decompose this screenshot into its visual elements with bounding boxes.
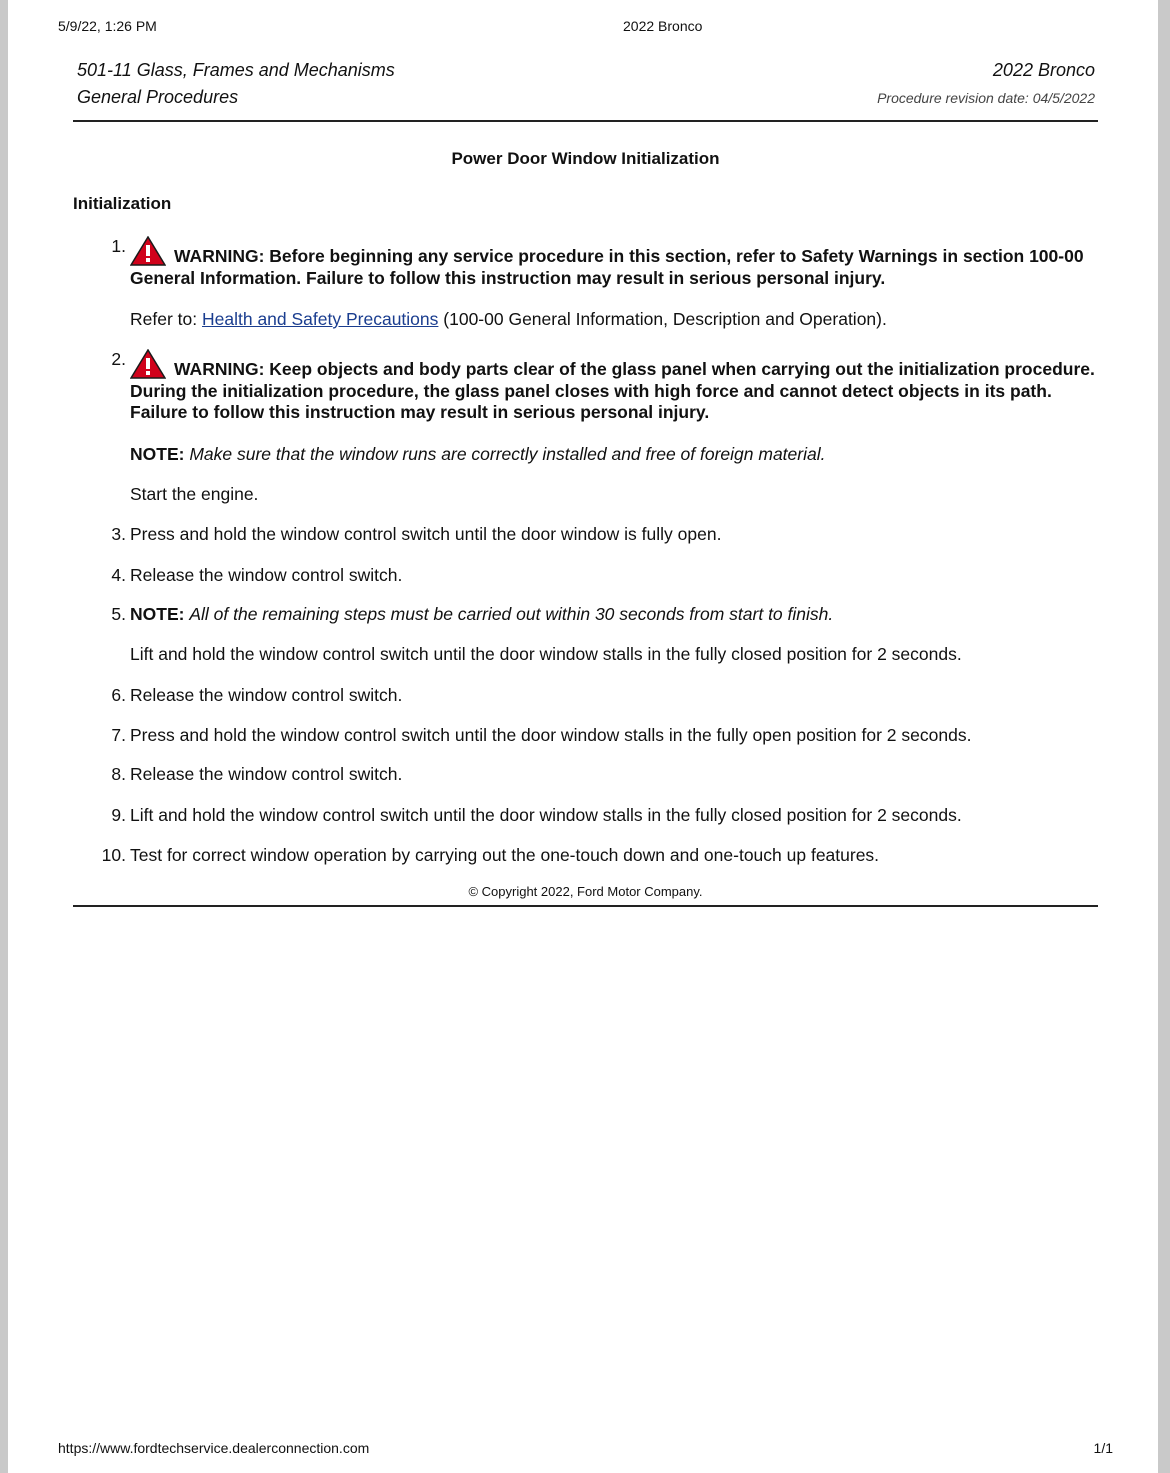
step-1 xyxy=(111,236,1105,289)
step-2-note xyxy=(130,444,1105,466)
step-number: 2. xyxy=(111,349,126,369)
step-7 xyxy=(111,725,1105,747)
health-safety-link[interactable]: Health and Safety Precautions xyxy=(202,309,439,329)
step-number: 1. xyxy=(111,236,126,256)
warning-triangle-icon xyxy=(130,236,166,266)
procedure-title: Power Door Window Initialization xyxy=(451,149,720,168)
note-text: Make sure that the window runs are correctly installed and free of foreign material. xyxy=(189,444,826,464)
step-2 xyxy=(111,349,1105,424)
warning-block xyxy=(130,349,1105,424)
step-text: Release the window control switch. xyxy=(130,685,403,705)
warning-text: WARNING: Before beginning any service procedure in this section, refer to Safety Warnings in section 100-00 General Information. Failure to follow this instruction may result in serious personal injury. xyxy=(130,246,1084,288)
warning-block xyxy=(130,236,1105,289)
print-datetime: 5/9/22, 1:26 PM xyxy=(58,18,157,34)
section-heading: Initialization xyxy=(73,194,172,213)
step-9 xyxy=(111,805,1105,827)
step-1-reference xyxy=(130,309,1105,331)
revision-date: Procedure revision date: 04/5/2022 xyxy=(877,90,1095,106)
step-4 xyxy=(111,565,1105,587)
step-text: Press and hold the window control switch until the door window is fully open. xyxy=(130,524,722,544)
step-text: Test for correct window operation by carrying out the one-touch down and one-touch up features. xyxy=(130,845,880,865)
step-text: Press and hold the window control switch until the door window stalls in the fully open position for 2 seconds. xyxy=(130,725,972,745)
section-name: 501-11 Glass, Frames and Mechanisms xyxy=(77,60,395,80)
step-number: 4. xyxy=(111,565,126,585)
category-name: General Procedures xyxy=(77,87,239,107)
note-text: All of the remaining steps must be carried out within 30 seconds from start to finish. xyxy=(189,604,834,624)
step-number: 10. xyxy=(101,845,126,865)
warning-triangle-icon xyxy=(130,349,166,379)
step-5 xyxy=(111,604,1105,626)
step-number: 5. xyxy=(111,604,126,624)
step-text: Release the window control switch. xyxy=(130,565,403,585)
step-number: 9. xyxy=(111,805,126,825)
step-number: 3. xyxy=(111,524,126,544)
step-10 xyxy=(101,845,1105,867)
step-8 xyxy=(111,764,1105,786)
step-3 xyxy=(111,524,1105,546)
print-url: https://www.fordtechservice.dealerconnection.com xyxy=(58,1440,370,1456)
step-number: 6. xyxy=(111,685,126,705)
footer-divider xyxy=(73,905,1098,907)
step-6 xyxy=(111,685,1105,707)
document-header xyxy=(73,58,1098,122)
warning-text: WARNING: Keep objects and body parts clear of the glass panel when carrying out the initialization procedure. During the initialization procedure, the glass panel closes with high force and cannot detect objects in its path. Failure to follow this instruction may result in serious personal injury. xyxy=(130,359,1095,422)
step-text: Release the window control switch. xyxy=(130,764,403,784)
step-number: 8. xyxy=(111,764,126,784)
print-title: 2022 Bronco xyxy=(623,18,703,34)
step-number: 7. xyxy=(111,725,126,745)
step-text: Lift and hold the window control switch until the door window stalls in the fully closed position for 2 seconds. xyxy=(130,805,962,825)
note-label: NOTE: xyxy=(130,604,185,624)
document-page xyxy=(8,0,1158,1473)
refer-prefix: Refer to: xyxy=(130,309,198,329)
copyright-notice: © Copyright 2022, Ford Motor Company. xyxy=(468,884,703,899)
note-label: NOTE: xyxy=(130,444,185,464)
refer-suffix: (100-00 General Information, Description and Operation). xyxy=(443,309,887,329)
step-2-text: Start the engine. xyxy=(130,484,259,504)
page-number: 1/1 xyxy=(1093,1440,1113,1456)
step-5-text: Lift and hold the window control switch until the door window stalls in the fully closed position for 2 seconds. xyxy=(130,644,962,664)
vehicle-name: 2022 Bronco xyxy=(992,60,1095,80)
